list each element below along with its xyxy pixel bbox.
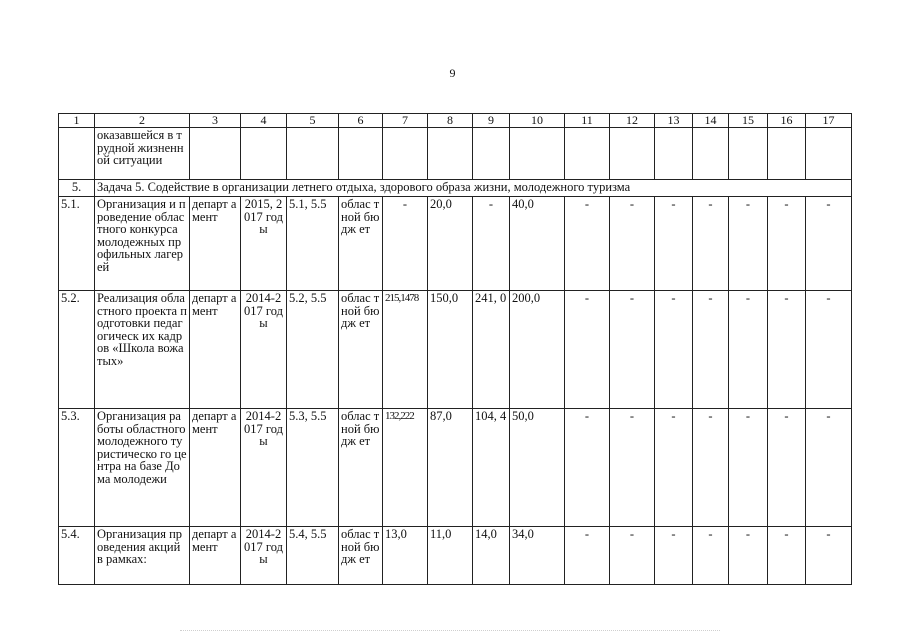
value-col14: - <box>693 197 729 291</box>
table-row <box>59 527 852 585</box>
value-col10: 200,0 <box>510 291 565 409</box>
column-header: 17 <box>806 114 852 128</box>
column-header: 10 <box>510 114 565 128</box>
value-col9: 104, 4 <box>473 409 510 527</box>
value-col11: - <box>565 409 610 527</box>
indicator: 5.1, 5.5 <box>287 197 339 291</box>
program-table <box>58 113 852 585</box>
column-header: 9 <box>473 114 510 128</box>
activity-name: Организация работы областного молодежного туристическо го центра на базе Дома молодежи <box>95 409 190 527</box>
value-col15: - <box>729 291 768 409</box>
column-header: 11 <box>565 114 610 128</box>
value-col7: - <box>383 197 428 291</box>
column-header: 2 <box>95 114 190 128</box>
value-col13: - <box>655 291 693 409</box>
value-col16: - <box>768 527 806 585</box>
funding-source: облас тной бюдж ет <box>339 527 383 585</box>
value-col16: - <box>768 197 806 291</box>
value-col13: - <box>655 197 693 291</box>
value-col14: - <box>693 409 729 527</box>
value-col16: - <box>768 291 806 409</box>
continuation-row <box>59 128 852 180</box>
value-col8: 150,0 <box>428 291 473 409</box>
column-header: 3 <box>190 114 241 128</box>
executor: департ амент <box>190 197 241 291</box>
value-col9: 14,0 <box>473 527 510 585</box>
table-row <box>59 291 852 409</box>
row-number: 5.2. <box>59 291 95 409</box>
value-col15: - <box>729 197 768 291</box>
funding-source: облас тной бюдж ет <box>339 291 383 409</box>
table-row <box>59 409 852 527</box>
value-col11: - <box>565 197 610 291</box>
column-header: 5 <box>287 114 339 128</box>
task-number: 5. <box>59 180 95 197</box>
continuation-text: оказавшейся в трудной жизненной ситуации <box>95 128 190 180</box>
task-title: Задача 5. Содействие в организации летнего отдыха, здорового образа жизни, молодежного туризма <box>95 180 852 197</box>
value-col8: 87,0 <box>428 409 473 527</box>
task-row <box>59 180 852 197</box>
term: 2014-2017 годы <box>241 291 287 409</box>
value-col16: - <box>768 409 806 527</box>
value-col8: 20,0 <box>428 197 473 291</box>
column-header: 13 <box>655 114 693 128</box>
value-col7: 215,1478 <box>383 291 428 409</box>
row-number: 5.4. <box>59 527 95 585</box>
activity-name: Реализация областного проекта подготовки педагогическ их кадров «Школа вожатых» <box>95 291 190 409</box>
value-col11: - <box>565 527 610 585</box>
scan-artifact <box>180 630 720 632</box>
value-col10: 34,0 <box>510 527 565 585</box>
value-col7: 13,0 <box>383 527 428 585</box>
value-col7: 132,222 <box>383 409 428 527</box>
term: 2014-2017 годы <box>241 527 287 585</box>
row-number: 5.1. <box>59 197 95 291</box>
value-col12: - <box>610 527 655 585</box>
value-col10: 40,0 <box>510 197 565 291</box>
value-col12: - <box>610 197 655 291</box>
activity-name: Организация проведения акций в рамках: <box>95 527 190 585</box>
column-header: 15 <box>729 114 768 128</box>
table-row <box>59 197 852 291</box>
column-number-row <box>59 114 852 128</box>
value-col9: 241, 0 <box>473 291 510 409</box>
executor: департ амент <box>190 527 241 585</box>
column-header: 16 <box>768 114 806 128</box>
column-header: 1 <box>59 114 95 128</box>
funding-source: облас тной бюдж ет <box>339 409 383 527</box>
term: 2015, 2017 годы <box>241 197 287 291</box>
column-header: 6 <box>339 114 383 128</box>
value-col17: - <box>806 409 852 527</box>
value-col12: - <box>610 409 655 527</box>
value-col9: - <box>473 197 510 291</box>
column-header: 7 <box>383 114 428 128</box>
value-col17: - <box>806 527 852 585</box>
value-col13: - <box>655 409 693 527</box>
column-header: 14 <box>693 114 729 128</box>
indicator: 5.3, 5.5 <box>287 409 339 527</box>
funding-source: облас тной бюдж ет <box>339 197 383 291</box>
indicator: 5.2, 5.5 <box>287 291 339 409</box>
row-number: 5.3. <box>59 409 95 527</box>
activity-name: Организация и проведение областного конкурса молодежных профильных лагерей <box>95 197 190 291</box>
value-col13: - <box>655 527 693 585</box>
column-header: 4 <box>241 114 287 128</box>
value-col15: - <box>729 527 768 585</box>
indicator: 5.4, 5.5 <box>287 527 339 585</box>
value-col14: - <box>693 291 729 409</box>
value-col11: - <box>565 291 610 409</box>
value-col14: - <box>693 527 729 585</box>
value-col12: - <box>610 291 655 409</box>
executor: департ амент <box>190 291 241 409</box>
value-col10: 50,0 <box>510 409 565 527</box>
executor: департ амент <box>190 409 241 527</box>
term: 2014-2017 годы <box>241 409 287 527</box>
value-col8: 11,0 <box>428 527 473 585</box>
value-col17: - <box>806 197 852 291</box>
value-col15: - <box>729 409 768 527</box>
value-col17: - <box>806 291 852 409</box>
column-header: 8 <box>428 114 473 128</box>
page-number: 9 <box>449 66 456 80</box>
column-header: 12 <box>610 114 655 128</box>
